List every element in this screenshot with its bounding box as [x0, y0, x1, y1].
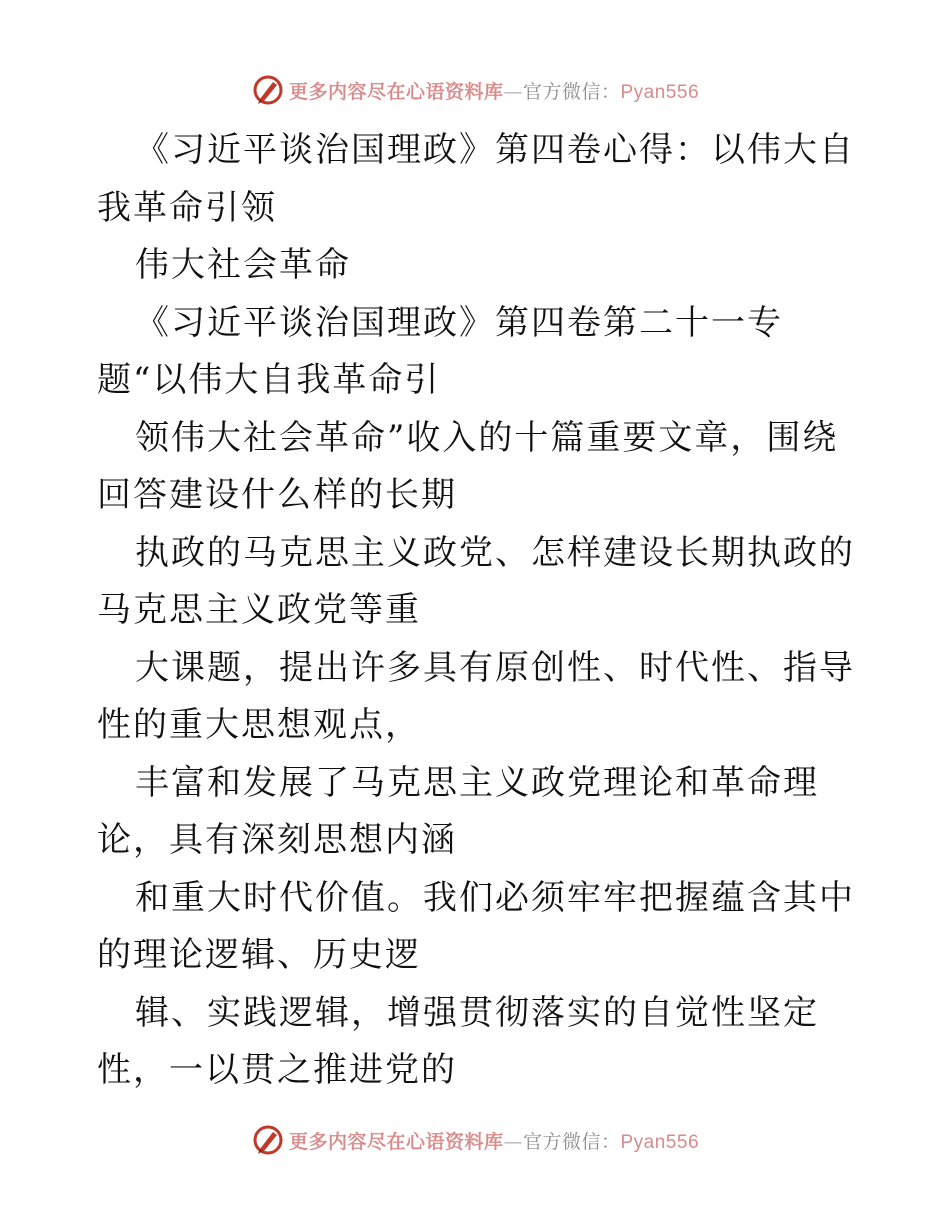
paragraph: 和重大时代价值。我们必须牢牢把握蕴含其中的理论逻辑、历史逻: [97, 877, 855, 975]
paragraph: 《习近平谈治国理政》第四卷第二十一专题“以伟大自我革命引: [97, 302, 783, 400]
banner-wechat-id: Pyan556: [620, 1131, 700, 1153]
banner-main: 更多内容尽在心语资料库: [288, 80, 504, 103]
banner-wechat-label: 官方微信：: [522, 1130, 621, 1153]
header-banner: [0, 70, 950, 110]
footer-banner: [0, 1120, 950, 1160]
paragraph: 《习近平谈治国理政》第四卷心得：以伟大自我革命引领: [97, 130, 855, 228]
banner-dash: —: [503, 80, 523, 103]
paragraph: 丰富和发展了马克思主义政党理论和革命理论，具有深刻思想内涵: [97, 762, 819, 860]
pen-logo-icon: [251, 73, 285, 107]
paragraph: 执政的马克思主义政党、怎样建设长期执政的马克思主义政党等重: [97, 532, 855, 630]
banner-text: [289, 77, 699, 104]
paragraph: 伟大社会革命: [135, 245, 351, 285]
document-body: [97, 122, 857, 1100]
banner-text: [289, 1127, 699, 1154]
banner-main: 更多内容尽在心语资料库: [288, 1130, 504, 1153]
banner-dash: —: [503, 1130, 523, 1153]
banner-wechat-id: Pyan556: [620, 81, 700, 103]
paragraph: 领伟大社会革命”收入的十篇重要文章，围绕回答建设什么样的长期: [97, 417, 839, 515]
banner-wechat-label: 官方微信：: [522, 80, 621, 103]
paragraph: 大课题，提出许多具有原创性、时代性、指导性的重大思想观点，: [97, 647, 855, 745]
pen-logo-icon: [251, 1123, 285, 1157]
paragraph: 辑、实践逻辑，增强贯彻落实的自觉性坚定性，一以贯之推进党的: [97, 992, 819, 1090]
